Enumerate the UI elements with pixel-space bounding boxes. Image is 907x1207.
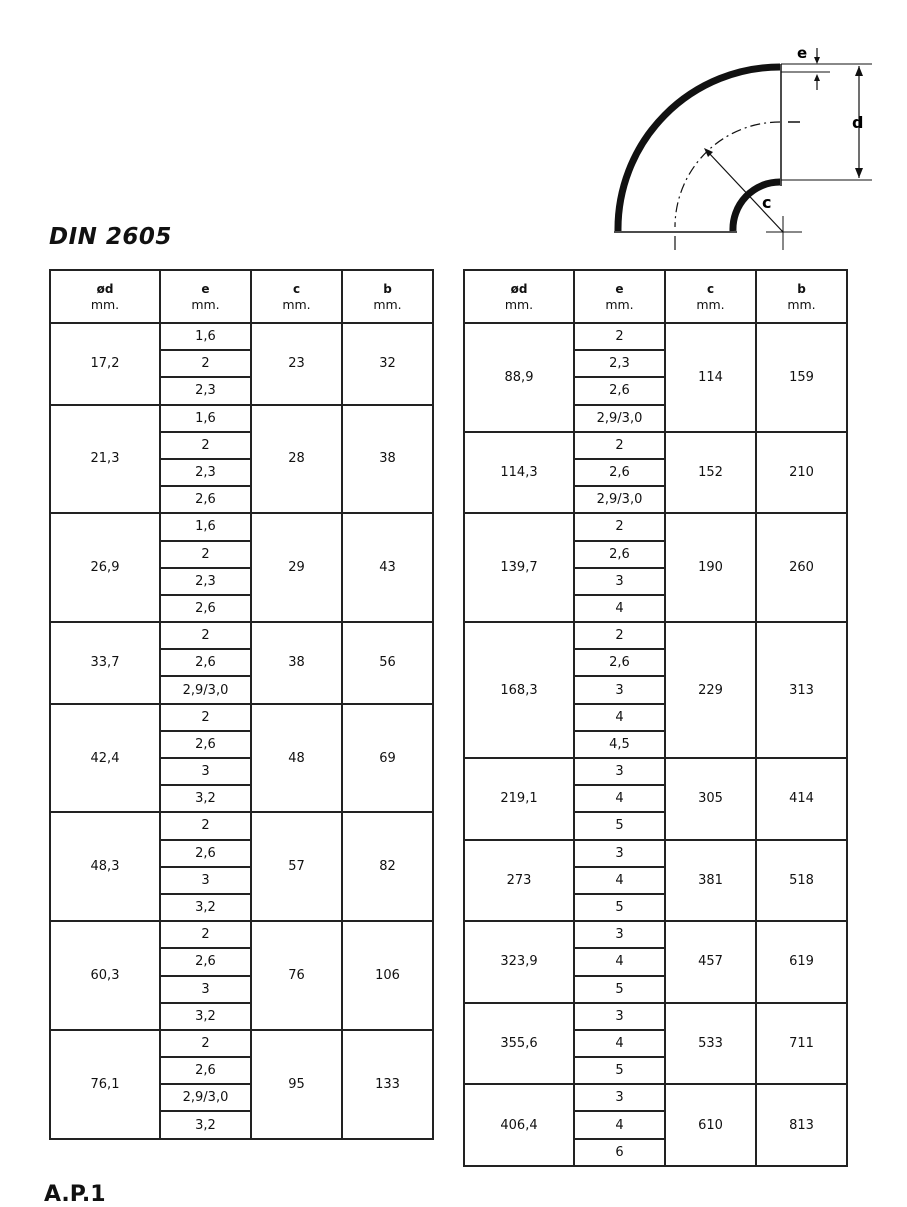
column-unit: mm. [605, 296, 634, 312]
column-unit: mm. [504, 296, 534, 312]
column-name: b [383, 281, 392, 296]
od-cell: 114,3 [464, 432, 574, 514]
od-cell: 88,9 [464, 323, 574, 432]
e-cell: 2 [160, 1030, 251, 1057]
e-cell: 2,9/3,0 [160, 1084, 251, 1111]
c-cell: 28 [251, 405, 342, 514]
e-cell: 4 [574, 948, 665, 975]
b-cell: 813 [756, 1084, 847, 1166]
od-column-header [50, 270, 160, 323]
c-cell: 229 [665, 622, 756, 758]
footer-mark: A.P.1 [44, 1182, 106, 1207]
table-row [50, 513, 433, 540]
e-cell: 3,2 [160, 894, 251, 921]
b-cell: 38 [342, 405, 433, 514]
table-row [464, 432, 847, 459]
b-column-header [342, 270, 433, 323]
e-cell: 2,3 [160, 377, 251, 404]
e-cell: 4,5 [574, 731, 665, 758]
e-cell: 2 [574, 513, 665, 540]
e-cell: 2 [160, 622, 251, 649]
b-cell: 159 [756, 323, 847, 432]
label-c: c [762, 193, 772, 212]
od-cell: 26,9 [50, 513, 160, 622]
table-row [50, 405, 433, 432]
e-cell: 2,3 [160, 459, 251, 486]
c-cell: 381 [665, 840, 756, 922]
e-cell: 5 [574, 976, 665, 1003]
od-cell: 273 [464, 840, 574, 922]
table-row [50, 323, 433, 350]
od-cell: 17,2 [50, 323, 160, 405]
e-cell: 1,6 [160, 513, 251, 540]
e-cell: 2 [160, 350, 251, 377]
e-cell: 2,6 [574, 459, 665, 486]
table-row [464, 840, 847, 867]
header-row [50, 270, 433, 323]
e-cell: 2,6 [574, 649, 665, 676]
e-column-header [574, 270, 665, 323]
page-title: DIN 2605 [49, 224, 172, 250]
e-cell: 3 [574, 840, 665, 867]
dimension-table-right [463, 269, 848, 1167]
od-column-header [464, 270, 574, 323]
e-cell: 2,3 [574, 350, 665, 377]
column-name: c [706, 281, 715, 296]
b-cell: 56 [342, 622, 433, 704]
od-cell: 76,1 [50, 1030, 160, 1139]
e-cell: 5 [574, 894, 665, 921]
table-row [50, 1030, 433, 1057]
c-column-header [665, 270, 756, 323]
e-cell: 2,9/3,0 [574, 405, 665, 432]
elbow-diagram [600, 40, 890, 260]
b-cell: 711 [756, 1003, 847, 1085]
e-column-header [160, 270, 251, 323]
e-cell: 2,6 [160, 948, 251, 975]
e-cell: 3 [574, 921, 665, 948]
b-cell: 210 [756, 432, 847, 514]
e-cell: 1,6 [160, 323, 251, 350]
column-unit: mm. [282, 296, 311, 312]
od-cell: 21,3 [50, 405, 160, 514]
e-cell: 2 [574, 622, 665, 649]
column-unit: mm. [191, 296, 220, 312]
c-cell: 95 [251, 1030, 342, 1139]
e-cell: 2,6 [160, 649, 251, 676]
od-cell: 33,7 [50, 622, 160, 704]
b-cell: 32 [342, 323, 433, 405]
e-cell: 4 [574, 595, 665, 622]
e-cell: 2,6 [160, 595, 251, 622]
od-cell: 48,3 [50, 812, 160, 921]
table-row [50, 921, 433, 948]
e-cell: 3 [574, 758, 665, 785]
e-cell: 2,6 [160, 731, 251, 758]
b-cell: 133 [342, 1030, 433, 1139]
table-row [50, 812, 433, 839]
c-cell: 533 [665, 1003, 756, 1085]
table-row [464, 622, 847, 649]
e-cell: 2 [160, 921, 251, 948]
b-cell: 82 [342, 812, 433, 921]
e-cell: 2 [160, 812, 251, 839]
b-cell: 106 [342, 921, 433, 1030]
column-unit: mm. [696, 296, 725, 312]
e-cell: 2,9/3,0 [160, 676, 251, 703]
e-cell: 5 [574, 1057, 665, 1084]
e-cell: 2,6 [160, 486, 251, 513]
table-row [50, 622, 433, 649]
b-cell: 313 [756, 622, 847, 758]
b-column-header [756, 270, 847, 323]
od-cell: 139,7 [464, 513, 574, 622]
column-name: ød [510, 281, 528, 296]
b-cell: 43 [342, 513, 433, 622]
e-cell: 3 [574, 1084, 665, 1111]
c-column-header [251, 270, 342, 323]
table-row [50, 704, 433, 731]
column-name: ød [96, 281, 114, 296]
e-cell: 2,6 [160, 840, 251, 867]
e-cell: 1,6 [160, 405, 251, 432]
e-cell: 2,6 [160, 1057, 251, 1084]
e-cell: 4 [574, 785, 665, 812]
od-cell: 60,3 [50, 921, 160, 1030]
c-cell: 305 [665, 758, 756, 840]
b-cell: 414 [756, 758, 847, 840]
b-cell: 518 [756, 840, 847, 922]
column-unit: mm. [90, 296, 120, 312]
e-cell: 4 [574, 704, 665, 731]
c-cell: 76 [251, 921, 342, 1030]
c-cell: 57 [251, 812, 342, 921]
od-cell: 168,3 [464, 622, 574, 758]
e-cell: 6 [574, 1139, 665, 1166]
e-cell: 2 [574, 323, 665, 350]
e-cell: 2,6 [574, 541, 665, 568]
column-name: e [615, 281, 624, 296]
c-cell: 23 [251, 323, 342, 405]
od-cell: 406,4 [464, 1084, 574, 1166]
e-cell: 4 [574, 1111, 665, 1138]
e-cell: 4 [574, 867, 665, 894]
e-cell: 5 [574, 812, 665, 839]
column-unit: mm. [787, 296, 816, 312]
c-cell: 114 [665, 323, 756, 432]
od-cell: 355,6 [464, 1003, 574, 1085]
e-cell: 2 [160, 432, 251, 459]
table-row [464, 1003, 847, 1030]
column-name: c [292, 281, 301, 296]
e-cell: 2,3 [160, 568, 251, 595]
c-cell: 190 [665, 513, 756, 622]
e-cell: 3 [574, 676, 665, 703]
e-cell: 3 [160, 867, 251, 894]
c-cell: 457 [665, 921, 756, 1003]
e-cell: 2,6 [574, 377, 665, 404]
e-cell: 3,2 [160, 1003, 251, 1030]
e-cell: 3 [574, 568, 665, 595]
b-cell: 69 [342, 704, 433, 813]
e-cell: 4 [574, 1030, 665, 1057]
b-cell: 260 [756, 513, 847, 622]
table-row [464, 513, 847, 540]
label-e: e [797, 44, 808, 62]
label-d: d [852, 113, 864, 132]
b-cell: 619 [756, 921, 847, 1003]
od-cell: 42,4 [50, 704, 160, 813]
e-cell: 3 [574, 1003, 665, 1030]
e-cell: 3 [160, 976, 251, 1003]
table-row [464, 1084, 847, 1111]
od-cell: 323,9 [464, 921, 574, 1003]
od-cell: 219,1 [464, 758, 574, 840]
e-cell: 2 [574, 432, 665, 459]
c-cell: 152 [665, 432, 756, 514]
e-cell: 2 [160, 704, 251, 731]
dimension-table-left [49, 269, 434, 1140]
e-cell: 3 [160, 758, 251, 785]
table-row [464, 921, 847, 948]
header-row [464, 270, 847, 323]
table-row [464, 758, 847, 785]
e-cell: 3,2 [160, 785, 251, 812]
c-cell: 48 [251, 704, 342, 813]
c-cell: 38 [251, 622, 342, 704]
e-cell: 2,9/3,0 [574, 486, 665, 513]
table-row [464, 323, 847, 350]
c-cell: 29 [251, 513, 342, 622]
c-cell: 610 [665, 1084, 756, 1166]
column-name: b [797, 281, 806, 296]
column-name: e [201, 281, 210, 296]
e-cell: 2 [160, 541, 251, 568]
column-unit: mm. [373, 296, 402, 312]
e-cell: 3,2 [160, 1111, 251, 1138]
